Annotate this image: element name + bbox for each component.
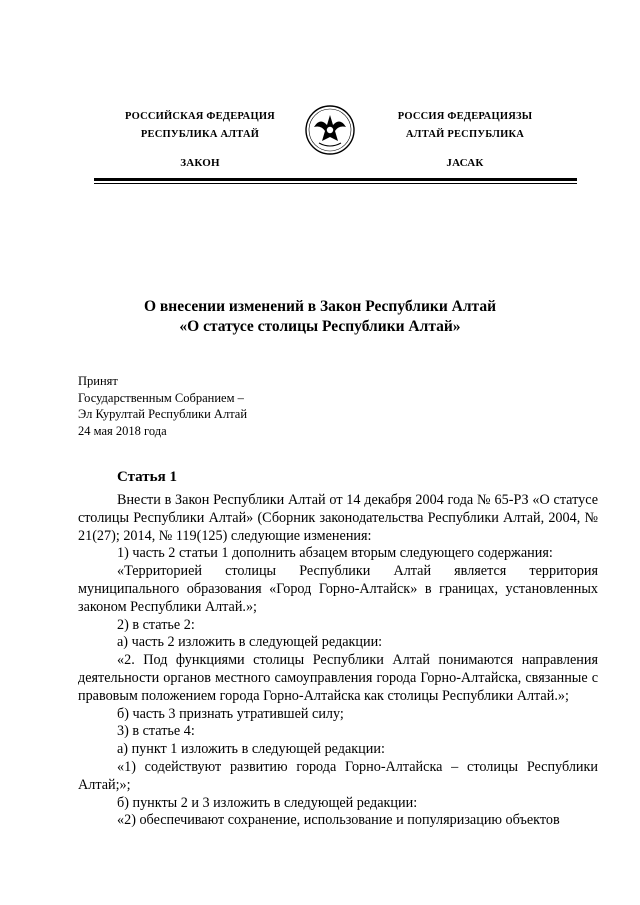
coat-of-arms-emblem <box>305 103 355 157</box>
header-left-doctype: ЗАКОН <box>180 157 220 169</box>
body-paragraph: Внести в Закон Республики Алтай от 14 декабря 2004 года № 65-РЗ «О статусе столицы Республики Алтай» (Сборник законодательства Республики Алтай, 2004, № 21(27); 2014, № 119(125) следующие изменения: <box>78 492 598 544</box>
header-right <box>365 108 565 172</box>
adoption-line: Эл Курултай Республики Алтай <box>78 407 248 421</box>
body-paragraph: а) часть 2 изложить в следующей редакции: <box>117 634 383 651</box>
body-paragraph: «Территорией столицы Республики Алтай является территория муниципального образования «Город Горно-Алтайск» в границах, установленных законом Республики Алтай.»; <box>78 563 598 615</box>
body-paragraph: б) пункты 2 и 3 изложить в следующей редакции: <box>117 794 418 811</box>
adoption-line: Принят <box>78 374 118 388</box>
header-left-republic: РЕСПУБЛИКА АЛТАЙ <box>140 129 260 140</box>
article-body <box>78 492 598 830</box>
adoption-line: Государственным Собранием – <box>78 390 244 405</box>
header-right-republic: АЛТАЙ РЕСПУБЛИКА <box>405 129 525 140</box>
body-paragraph: «1) содействуют развитию города Горно-Алтайска – столицы Республики Алтай;»; <box>78 758 598 793</box>
adoption-block <box>78 373 378 439</box>
article-heading: Статья 1 <box>117 469 177 485</box>
body-paragraph: «2. Под функциями столицы Республики Алтай понимаются направления деятельности органов местного самоуправления города Горно-Алтайска, связанные с правовым положением города Горно-Алтайска как столицы Республики Алтай.»; <box>78 652 598 704</box>
body-paragraph: 2) в статье 2: <box>117 616 195 633</box>
body-paragraph: 1) часть 2 статьи 1 дополнить абзацем вторым следующего содержания: <box>117 545 553 562</box>
header-right-country: РОССИЯ ФЕДЕРАЦИЯЗЫ <box>397 111 533 122</box>
law-title-line1: О внесении изменений в Закон Республики Алтай <box>143 298 497 315</box>
header-left <box>100 108 300 172</box>
body-paragraph: «2) обеспечивают сохранение, использование и популяризацию объектов <box>117 812 560 829</box>
header-right-doctype: JАСАК <box>446 157 484 169</box>
adoption-date: 24 мая 2018 года <box>78 423 167 438</box>
law-title <box>60 297 580 337</box>
body-paragraph: 3) в статье 4: <box>117 723 195 740</box>
law-title-line2: «О статусе столицы Республики Алтай» <box>179 318 461 335</box>
header-divider-thin <box>94 183 577 184</box>
header-left-country: РОССИЙСКАЯ ФЕДЕРАЦИЯ <box>125 111 275 122</box>
body-paragraph: а) пункт 1 изложить в следующей редакции: <box>117 741 385 758</box>
body-paragraph: б) часть 3 признать утратившей силу; <box>117 705 344 722</box>
header-divider-thick <box>94 178 577 181</box>
